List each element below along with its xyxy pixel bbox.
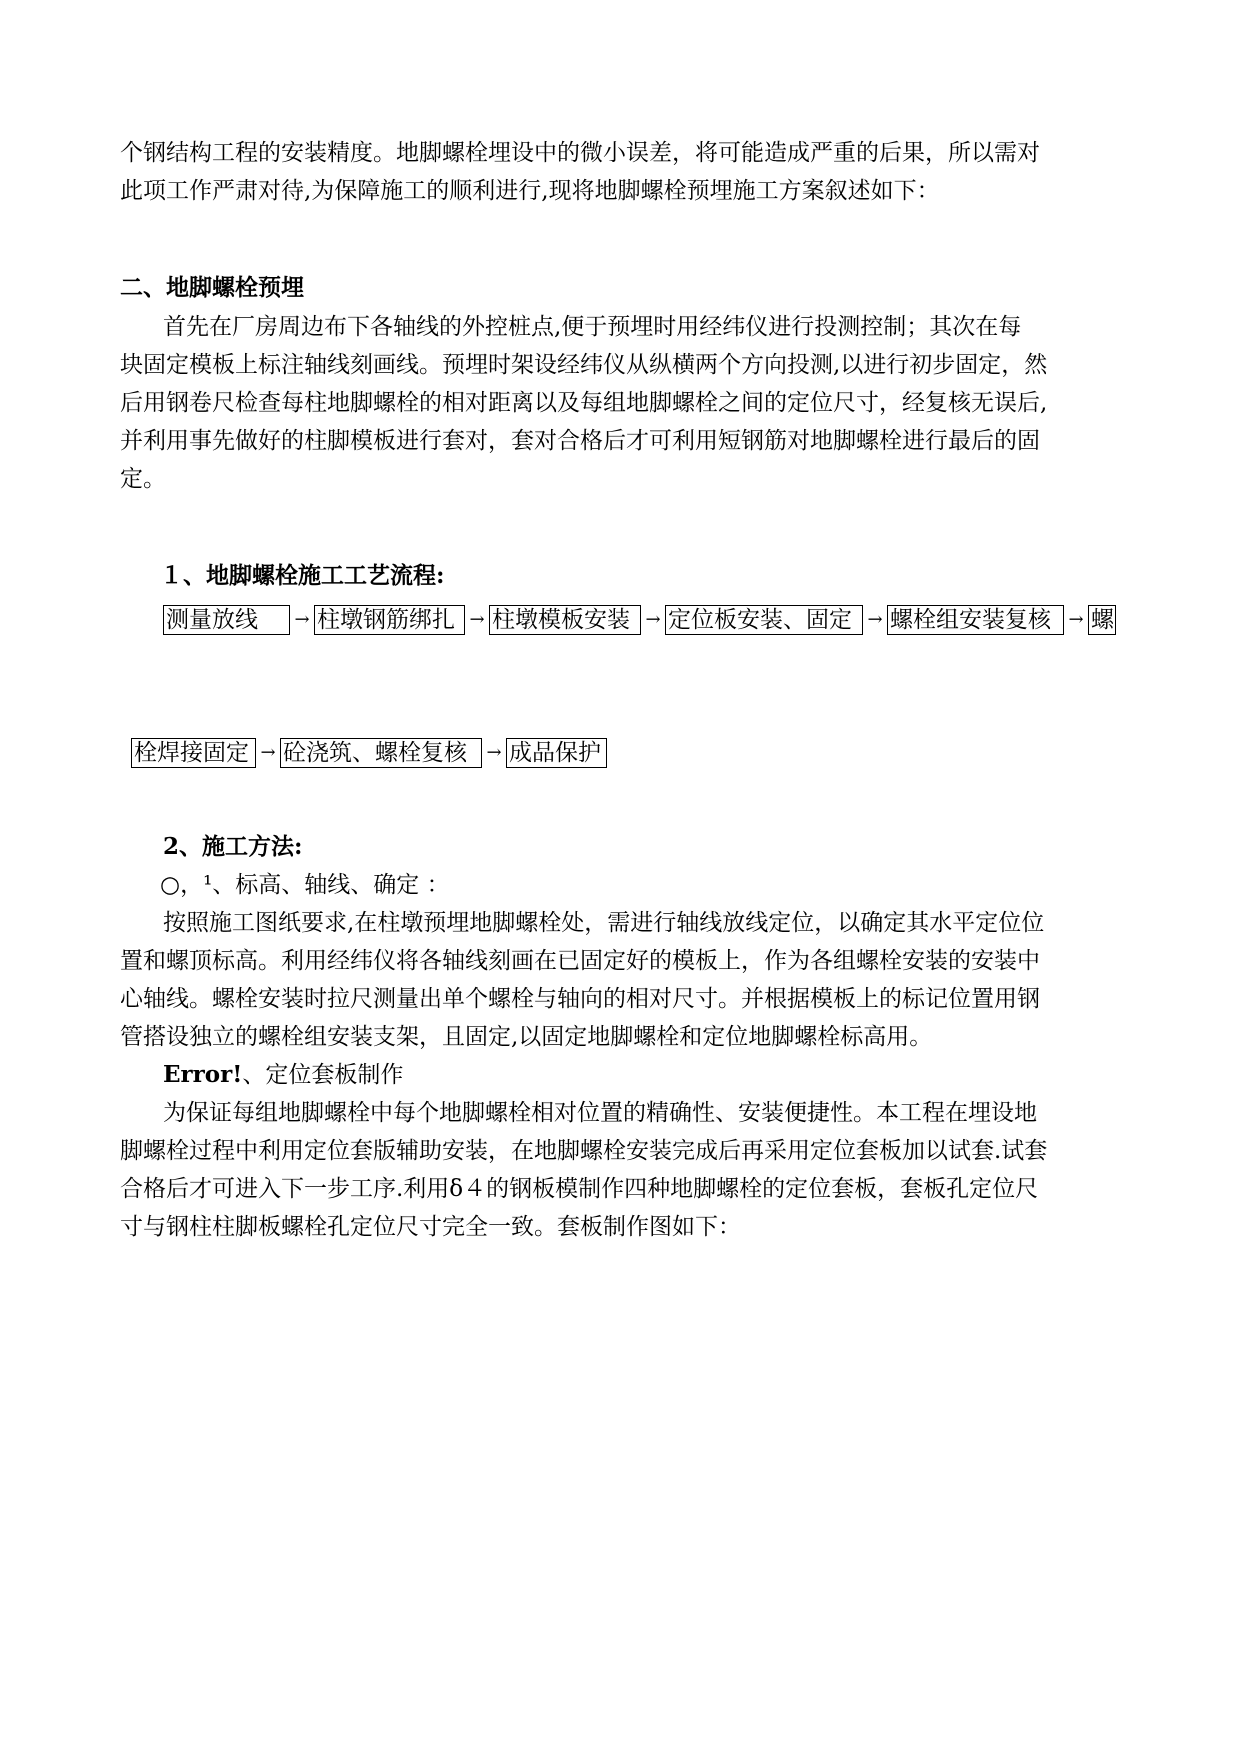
flow-step: 柱墩模板安装 bbox=[489, 605, 641, 635]
paragraph-line: 定。 bbox=[120, 466, 166, 492]
paragraph-line: 首先在厂房周边布下各轴线的外控桩点,便于预埋时用经纬仪进行投测控制；其次在每 bbox=[163, 314, 1022, 340]
paragraph-line: 按照施工图纸要求,在柱墩预埋地脚螺栓处，需进行轴线放线定位，以确定其水平定位位 bbox=[163, 910, 1045, 936]
paragraph-line: 合格后才可进入下一步工序.利用δ４的钢板模制作四种地脚螺栓的定位套板，套板孔定位尺 bbox=[120, 1176, 1039, 1202]
flow-arrow: → bbox=[469, 609, 485, 630]
paragraph-line: 为保证每组地脚螺栓中每个地脚螺栓相对位置的精确性、安装便捷性。本工程在埋设地 bbox=[163, 1100, 1037, 1126]
method-title: 2、施工方法: bbox=[163, 833, 303, 860]
method-item-label-text: 、定位套板制作 bbox=[242, 1062, 404, 1088]
flow-step: 成品保护 bbox=[506, 738, 607, 768]
paragraph-line: 块固定模板上标注轴线刻画线。预埋时架设经纬仪从纵横两个方向投测,以进行初步固定，然 bbox=[120, 352, 1048, 378]
flow-arrow: → bbox=[645, 609, 661, 630]
paragraph-line: 寸与钢柱柱脚板螺栓孔定位尺寸完全一致。套板制作图如下： bbox=[120, 1214, 741, 1240]
flow-step: 定位板安装、固定 bbox=[665, 605, 863, 635]
flow-arrow: → bbox=[260, 742, 276, 763]
flow-title: １、地脚螺栓施工工艺流程: bbox=[160, 562, 445, 589]
intro-line: 此项工作严肃对待,为保障施工的顺利进行,现将地脚螺栓预埋施工方案叙述如下： bbox=[120, 178, 940, 204]
section-heading: 二、地脚螺栓预埋 bbox=[120, 274, 304, 301]
flow-step: 螺 bbox=[1088, 605, 1116, 635]
method-item-label: ○，¹、标高、轴线、确定 ： bbox=[160, 872, 450, 898]
flow-arrow: → bbox=[294, 609, 310, 630]
method-item-label bbox=[163, 1060, 1163, 1090]
paragraph-line: 并利用事先做好的柱脚模板进行套对，套对合格后才可利用短钢筋对地脚螺栓进行最后的固 bbox=[120, 428, 1040, 454]
flow-step: 柱墩钢筋绑扎 bbox=[314, 605, 465, 635]
flow-arrow: → bbox=[486, 742, 502, 763]
flow-step: 砼浇筑、螺栓复核 bbox=[280, 738, 482, 768]
flow-step: 栓焊接固定 bbox=[131, 738, 256, 768]
paragraph-line: 置和螺顶标高。利用经纬仪将各轴线刻画在已固定好的模板上，作为各组螺栓安装的安装中 bbox=[120, 948, 1040, 974]
paragraph-line: 管搭设独立的螺栓组安装支架，且固定,以固定地脚螺栓和定位地脚螺栓标高用。 bbox=[120, 1024, 933, 1050]
flow-arrow: → bbox=[1068, 609, 1084, 630]
paragraph-line: 心轴线。螺栓安装时拉尺测量出单个螺栓与轴向的相对尺寸。并根据模板上的标记位置用钢 bbox=[120, 986, 1040, 1012]
paragraph-line: 后用钢卷尺检查每柱地脚螺栓的相对距离以及每组地脚螺栓之间的定位尺寸，经复核无误后, bbox=[120, 390, 1048, 416]
flow-step: 测量放线 bbox=[163, 605, 290, 635]
flow-step: 螺栓组安装复核 bbox=[887, 605, 1064, 635]
error-field-text: Error! bbox=[163, 1061, 243, 1088]
paragraph-line: 脚螺栓过程中利用定位套版辅助安装，在地脚螺栓安装完成后再采用定位套板加以试套.试套 bbox=[120, 1138, 1048, 1164]
intro-line: 个钢结构工程的安装精度。地脚螺栓埋设中的微小误差，将可能造成严重的后果，所以需对 bbox=[120, 140, 1040, 166]
flow-arrow: → bbox=[867, 609, 883, 630]
